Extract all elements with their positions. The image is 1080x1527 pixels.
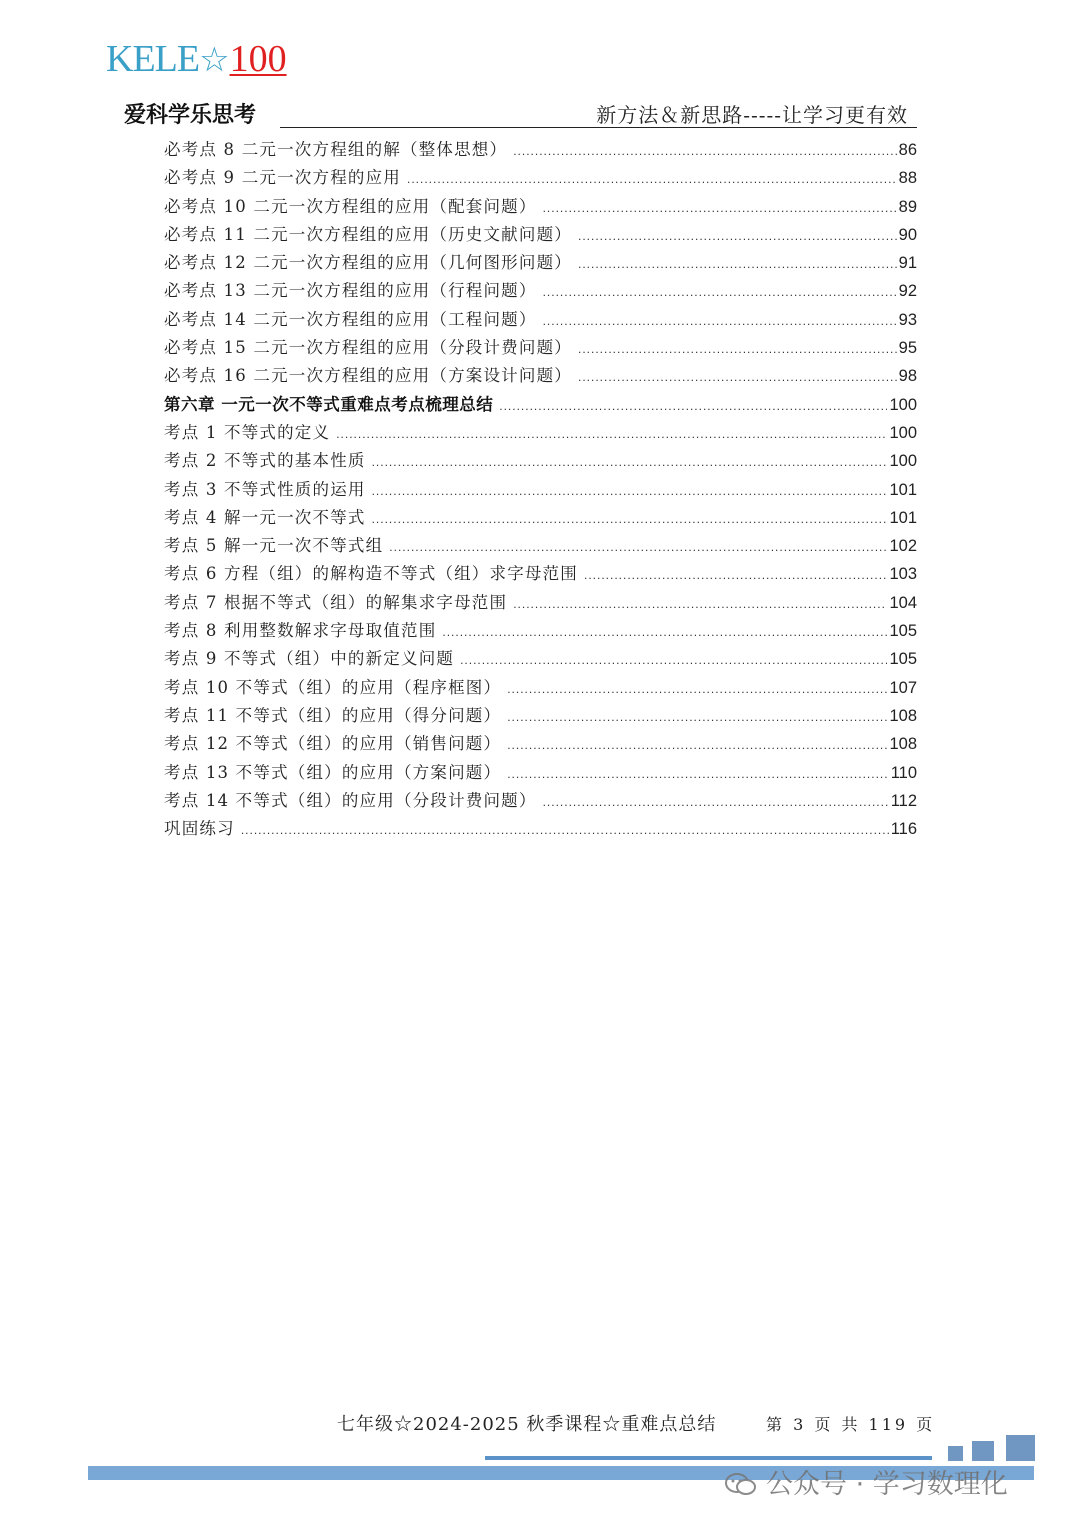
toc-entry-label: 考点 11 不等式（组）的应用（得分问题） (164, 705, 502, 725)
dot-leader (442, 618, 887, 646)
dot-leader (241, 816, 889, 844)
brand-slogan-right: 新方法＆新思路-----让学习更有效 (596, 103, 908, 127)
dot-leader (543, 278, 897, 306)
toc-entry[interactable] (164, 504, 917, 532)
dot-leader (336, 420, 887, 448)
toc-entry-page: 105 (889, 650, 917, 669)
toc-entry-label: 考点 3 不等式性质的运用 (164, 479, 366, 499)
toc-entry-page: 98 (898, 367, 917, 386)
wechat-watermark (724, 1462, 1008, 1501)
toc-entry-label: 必考点 11 二元一次方程组的应用（历史文献问题） (164, 224, 572, 244)
toc-entry-label: 必考点 8 二元一次方程组的解（整体思想） (164, 140, 508, 159)
toc-entry-label: 考点 5 解一元一次不等式组 (164, 536, 384, 556)
toc-entry-page: 92 (898, 282, 917, 301)
dot-leader (389, 533, 887, 561)
toc-entry[interactable] (164, 560, 917, 588)
dot-leader (507, 675, 887, 703)
toc-entry-label: 考点 2 不等式的基本性质 (164, 451, 366, 471)
footer-course-title: 七年级☆2024-2025 秋季课程☆重难点总结 (337, 1414, 717, 1435)
toc-entry-page: 95 (898, 339, 917, 358)
toc-entry[interactable] (164, 221, 917, 249)
toc-entry-label: 考点 7 根据不等式（组）的解集求字母范围 (164, 592, 508, 612)
dot-leader (543, 788, 889, 816)
toc-entry-page: 112 (890, 791, 917, 810)
toc-entry-label: 考点 4 解一元一次不等式 (164, 507, 366, 527)
toc-entry-page: 88 (898, 169, 917, 188)
toc-entry[interactable] (164, 447, 917, 475)
toc-entry-page: 110 (890, 763, 917, 782)
toc-entry-page: 91 (898, 254, 917, 273)
toc-entry-label: 考点 6 方程（组）的解构造不等式（组）求字母范围 (164, 564, 578, 584)
toc-entry-page: 102 (889, 537, 917, 556)
toc-entry[interactable] (164, 193, 917, 221)
footer-thin-rule (485, 1456, 932, 1460)
dot-leader (407, 165, 897, 193)
toc-entry[interactable] (164, 249, 917, 277)
dot-leader (372, 505, 888, 533)
footer-page-number: 第 3 页 共 119 页 (766, 1415, 936, 1434)
toc-entry-page: 100 (889, 452, 917, 471)
toc-entry-label: 必考点 15 二元一次方程组的应用（分段计费问题） (164, 338, 572, 358)
toc-entry-label: 考点 14 不等式（组）的应用（分段计费问题） (164, 790, 537, 810)
dot-leader (372, 448, 888, 476)
dot-leader (499, 392, 887, 420)
toc-entry[interactable] (164, 476, 917, 504)
toc-entry-label: 必考点 12 二元一次方程组的应用（几何图形问题） (164, 253, 572, 273)
table-of-contents (164, 136, 917, 843)
toc-entry-label: 考点 8 利用整数解求字母取值范围 (164, 621, 437, 641)
header-divider (280, 127, 917, 128)
dot-leader (584, 561, 887, 589)
dot-leader (372, 477, 888, 505)
toc-entry-page: 104 (889, 593, 917, 612)
dot-leader (578, 222, 897, 250)
toc-entry[interactable] (164, 306, 917, 334)
dot-leader (543, 194, 897, 222)
toc-entry[interactable] (164, 815, 917, 843)
dot-leader (507, 760, 889, 788)
toc-entry-label: 必考点 13 二元一次方程组的应用（行程问题） (164, 281, 537, 301)
toc-entry-label: 必考点 10 二元一次方程组的应用（配套问题） (164, 196, 537, 216)
toc-entry-page: 89 (898, 197, 917, 216)
toc-entry-page: 101 (889, 508, 917, 527)
toc-entry[interactable] (164, 674, 917, 702)
toc-entry-page: 116 (890, 820, 917, 839)
toc-entry-label: 考点 10 不等式（组）的应用（程序框图） (164, 677, 502, 697)
dot-leader (543, 307, 897, 335)
dot-leader (507, 731, 887, 759)
toc-entry-page: 108 (889, 706, 917, 725)
logo-number: 100 (229, 38, 287, 80)
toc-entry[interactable] (164, 362, 917, 390)
toc-entry[interactable] (164, 730, 917, 758)
dot-leader (460, 646, 887, 674)
toc-chapter-entry[interactable] (164, 391, 917, 419)
toc-entry-page: 100 (889, 423, 917, 442)
toc-entry-label: 考点 13 不等式（组）的应用（方案问题） (164, 762, 502, 782)
toc-entry-page: 90 (898, 225, 917, 244)
toc-entry-page: 101 (889, 480, 917, 499)
watermark-text: 公众号 · 学习数理化 (766, 1469, 1008, 1500)
toc-entry-label: 必考点 14 二元一次方程组的应用（工程问题） (164, 309, 537, 329)
toc-entry[interactable] (164, 702, 917, 730)
toc-entry-page: 108 (889, 735, 917, 754)
toc-entry[interactable] (164, 617, 917, 645)
dot-leader (507, 703, 887, 731)
toc-entry[interactable] (164, 334, 917, 362)
wechat-icon (724, 1472, 758, 1496)
toc-entry-label: 考点 12 不等式（组）的应用（销售问题） (164, 734, 502, 754)
toc-entry[interactable] (164, 645, 917, 673)
brand-slogan-left: 爱科学乐思考 (124, 103, 257, 128)
dot-leader (578, 335, 897, 363)
toc-entry-page: 107 (889, 678, 917, 697)
toc-entry-label: 第六章 一元一次不等式重难点考点梳理总结 (164, 394, 494, 414)
dot-leader (513, 590, 887, 618)
dot-leader (513, 137, 896, 165)
toc-entry-label: 必考点 16 二元一次方程组的应用（方案设计问题） (164, 366, 572, 386)
logo-text: KELE (106, 38, 200, 80)
toc-entry-label: 考点 9 不等式（组）中的新定义问题 (164, 649, 455, 669)
toc-entry-label: 必考点 9 二元一次方程的应用 (164, 168, 401, 188)
dot-leader (578, 250, 897, 278)
toc-entry-page: 103 (889, 565, 917, 584)
toc-entry-label: 考点 1 不等式的定义 (164, 422, 331, 442)
toc-entry[interactable] (164, 164, 917, 192)
footer-square-large (1006, 1435, 1035, 1461)
kele100-logo (106, 36, 287, 82)
toc-entry[interactable] (164, 787, 917, 815)
toc-entry[interactable] (164, 589, 917, 617)
footer-square-medium (972, 1441, 994, 1461)
toc-entry-page: 100 (889, 395, 917, 414)
toc-entry[interactable] (164, 277, 917, 305)
toc-entry[interactable] (164, 136, 917, 164)
dot-leader (578, 363, 897, 391)
toc-entry[interactable] (164, 532, 917, 560)
toc-entry-page: 86 (898, 141, 917, 159)
toc-entry-label: 巩固练习 (164, 819, 235, 839)
toc-entry[interactable] (164, 759, 917, 787)
toc-entry-page: 93 (898, 310, 917, 329)
star-icon: ☆ (199, 40, 230, 80)
toc-entry[interactable] (164, 419, 917, 447)
toc-entry-page: 105 (889, 622, 917, 641)
footer-square-small (948, 1446, 963, 1461)
